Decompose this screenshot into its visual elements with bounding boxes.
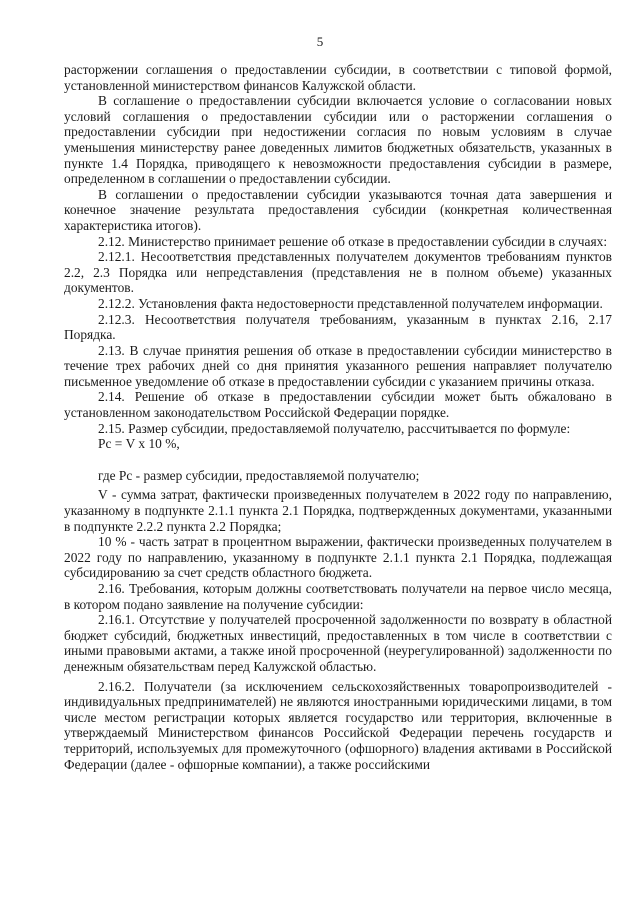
- paragraph-2-12: 2.12. Министерство принимает решение об отказе в предоставлении субсидии в случаях:: [98, 233, 608, 249]
- page-number: 5: [316, 34, 324, 49]
- paragraph: В соглашение о предоставлении субсидии включается условие о согласовании новых условий соглашения о предоставлении субсидии или о расторжении соглашения о предоставлении субсидии при недостижении согласия по новым условиям в случае уменьшения министерству ранее доведенных лимитов бюджетных обязательств, указанных в пункте 1.4 Порядка, приводящего к невозможности предоставления субсидии в размере, определенном в соглашении о предоставлении субсидии.: [64, 93, 612, 187]
- paragraph: расторжении соглашения о предоставлении субсидии, в соответствии с типовой формой, установленной министерством финансов Калужской области.: [64, 62, 612, 93]
- formula-legend-pc: где Рс - размер субсидии, предоставляемой получателю;: [98, 467, 420, 483]
- formula: Рс = V x 10 %,: [98, 436, 180, 452]
- document-body: [64, 62, 612, 772]
- paragraph-2-16: 2.16. Требования, которым должны соответствовать получатели на первое число месяца, в котором подано заявление на получение субсидии:: [64, 581, 612, 612]
- formula-legend-v: V - сумма затрат, фактически произведенных получателем в 2022 году по направлению, указанному в подпункте 2.1.1 пункта 2.1 Порядка, подтвержденных документами, указанными в подпункте 2.2.2 пункта 2.2 Порядка;: [64, 487, 612, 534]
- formula-legend-percent: 10 % - часть затрат в процентном выражении, фактически произведенных получателем в 2022 году по направлению, указанному в подпункте 2.1.1 пункта 2.1 Порядка, подлежащая субсидированию за счет средств областного бюджета.: [64, 534, 612, 581]
- paragraph-2-12-1: 2.12.1. Несоответствия представленных получателем документов требованиям пунктов 2.2, 2.3 Порядка или непредставления (представления не в полном объеме) указанных документов.: [64, 249, 612, 296]
- paragraph-2-15: 2.15. Размер субсидии, предоставляемой получателю, рассчитывается по формуле:: [98, 420, 571, 436]
- paragraph-2-14: 2.14. Решение об отказе в предоставлении субсидии может быть обжаловано в установленном законодательством Российской Федерации порядке.: [64, 389, 612, 421]
- paragraph-2-16-1: 2.16.1. Отсутствие у получателей просроченной задолженности по возврату в областной бюджет субсидий, бюджетных инвестиций, предоставленных в том числе в соответствии с иными правовыми актами, а также иной просроченной (неурегулированной) задолженности по денежным обязательствам перед Калужской областью.: [64, 612, 612, 674]
- paragraph-2-13: 2.13. В случае принятия решения об отказе в предоставлении субсидии министерство в течение трех рабочих дней со дня принятия указанного решения направляет получателю письменное уведомление об отказе в предоставлении субсидии с указанием причины отказа.: [64, 342, 612, 389]
- paragraph: В соглашении о предоставлении субсидии указываются точная дата завершения и конечное значение результата предоставления субсидии (конкретная количественная характеристика итогов).: [64, 186, 612, 233]
- paragraph-2-12-2: 2.12.2. Установления факта недостоверности представленной получателем информации.: [98, 295, 603, 311]
- paragraph-2-16-2: 2.16.2. Получатели (за исключением сельскохозяйственных товаропроизводителей - индивидуальных предпринимателей) не являются иностранными юридическими лицами, в том числе местом регистрации которых является государство или территория, включенные в утверждаемый Министерством финансов Российской Федерации перечень государств и территорий, используемых для промежуточного (офшорного) владения активами в Российской Федерации (далее - офшорные компании), а также российскими: [64, 678, 612, 772]
- paragraph-2-12-3: 2.12.3. Несоответствия получателя требованиям, указанным в пунктах 2.16, 2.17 Порядка.: [64, 311, 612, 343]
